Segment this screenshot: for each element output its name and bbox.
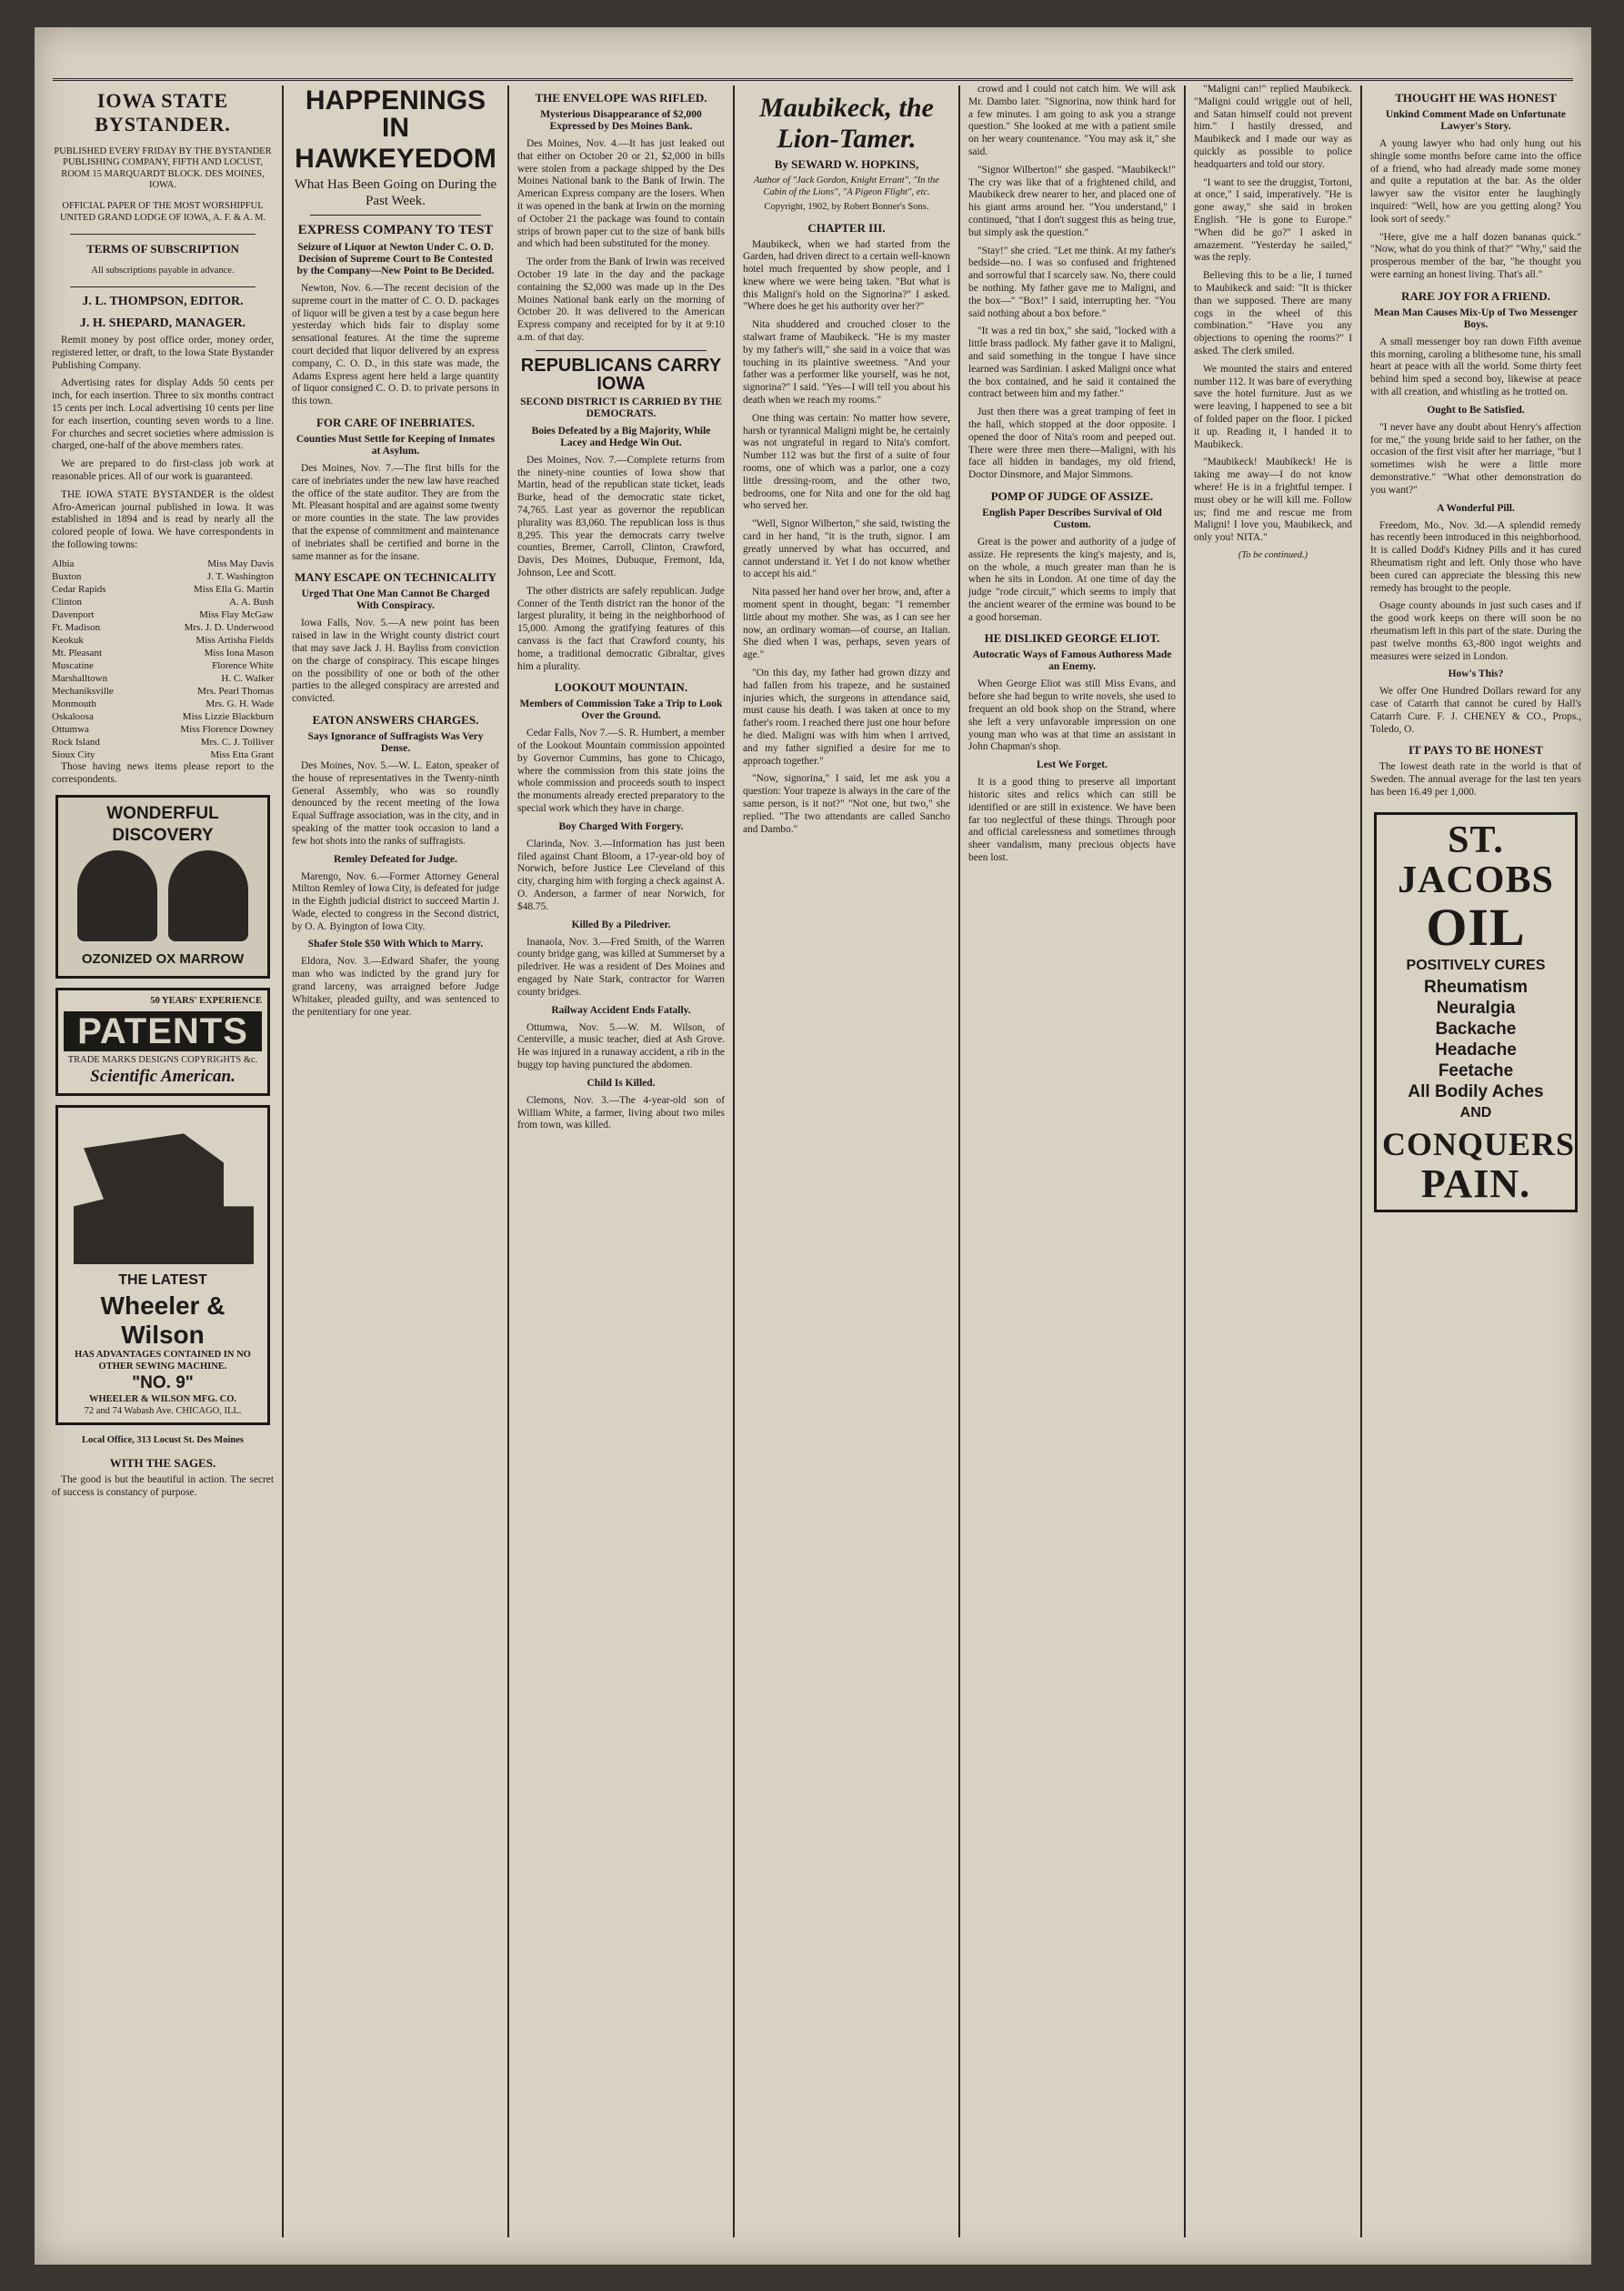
article-text: Iowa Falls, Nov. 5.—A new point has been raised in law in the Wright county district court that may save Jack J. H. Bayliss from conviction on the charge of conspiracy. This escape hinges on the possibility of one or both of the other parties to the alleged conspiracy are arrested and convicted. (292, 618, 499, 705)
hows-this-heading: How's This? (1448, 668, 1504, 680)
article-text: Marengo, Nov. 6.—Former Attorney General Milton Remley of Iowa City, is defeated for judge in the Eighth judicial district to succeed Martin J. Wade, elected to congress in the Second district, by O. A. Byington of Iowa City. (292, 870, 499, 932)
masthead-title: IOWA STATE BYSTANDER. (95, 89, 231, 136)
st-jacobs-and: AND (1459, 1104, 1492, 1120)
wheeler-latest: THE LATEST (118, 1272, 207, 1289)
patents-title: PATENTS (64, 1011, 262, 1051)
correspondent-row (52, 723, 274, 736)
joy-deck: Mean Man Causes Mix-Up of Two Messenger Boys. (1374, 306, 1578, 330)
forgery-heading: Boy Charged With Forgery. (558, 820, 684, 832)
wheeler-company: WHEELER & WILSON MFG. CO. (89, 1394, 236, 1405)
serial-text: "On this day, my father had grown dizzy and had fallen from his trapeze, and he sustained injuries which, the surgeons in attendance said, must cause his death. I was taken at once to my father's room. I reached there just one hour before he died. Maligni was with him when I arrived, and my father signified a desire for me to approach together." (743, 668, 950, 767)
correspondent-row (52, 558, 274, 570)
correspondent-name: Miss Lizzie Blackburn (182, 710, 274, 722)
remit-text: Remit money by post office order, money order, registered letter, or draft, to the Iowa State Bystander Publishing Company. (52, 335, 274, 371)
ailment-item: Rheumatism (1423, 977, 1529, 997)
correspondent-town: Monmouth (52, 698, 96, 709)
article-text: Cedar Falls, Nov 7.—S. R. Humbert, a member of the Lookout Mountain commission appointed by Governor Cummins, has gone to Chicago, where the commission from this state joins the whole commission and proceeds south to inspect the monuments already erected preparatory to the special work which they have in charge. (517, 728, 725, 815)
pays-heading: IT PAYS TO BE HONEST (1408, 743, 1544, 758)
correspondent-row (52, 647, 274, 659)
serial-text: "Stay!" she cried. "Let me think. At my father's bedside—no. I was so confused and frightened and sorrowful that I scarcely saw. No, there could be nothing. My father gave me to Maligni, and the box—" "Box!" I said, interrupting her. "You said nothing about a box before." (968, 245, 1176, 319)
correspondent-town: Sioux City (52, 749, 95, 760)
correspondent-town: Ft. Madison (52, 621, 101, 633)
serial-text: "I want to see the druggist, Tortoni, at once," I said, imperatively. "He is gone away," she said in broken English. "He is gone to Europe." "When did he go?" I asked in amazement. "Yesterday he sailed," was the reply. (1194, 176, 1352, 264)
article-text: Des Moines, Nov. 4.—It has just leaked out that either on October 20 or 21, $2,000 in bills were stolen from a package shipped by the Des Moines National bank to the Bank of Irwin. The American Express company are the losers. When it was opened in the bank at Irwin on the morning of October 21 the package was found to contain strips of brown paper cut to the size of bank bills and which had been substituted for the money. (517, 138, 725, 250)
correspondent-row (52, 736, 274, 749)
ailment-item: Backache (1435, 1019, 1517, 1039)
column-serial-end (1188, 84, 1358, 2230)
headline-hawkeyedom: HAWKEYEDOM (295, 144, 496, 174)
serial-byline-sub: Author of "Jack Gordon, Knight Errant", "In the Cabin of the Lions", "A Pigeon Flight", etc. (754, 176, 939, 197)
article-text: Des Moines, Nov. 7.—Complete returns from the ninety-nine counties of Iowa show that Martin, head of the republican state ticket, leads Burke, head of the democratic state ticket, 74,765. Last year as governor the republican plurality was 83,060. The republican loss is thus 8,295. This year the democrats carry twelve counties, Bremer, Carroll, Clinton, Crawford, Davis, Des Moines, Dubuque, Fremont, Ida, Johnson, Lee and Scott. (517, 454, 725, 578)
article-text: When George Eliot was still Miss Evans, and before she had begun to write novels, she used to frequent an old book shop on the Strand, where she left a very unfavorable impression on one young man who was at that time an assistant in John Chapman's shop. (968, 678, 1176, 753)
correspondent-name: Miss May Davis (207, 558, 274, 569)
correspondent-town: Oskaloosa (52, 710, 94, 722)
lookout-heading: LOOKOUT MOUNTAIN. (554, 680, 688, 695)
st-jacobs-oil: OIL (1426, 897, 1526, 957)
correspondent-row (52, 749, 274, 761)
envelope-heading: THE ENVELOPE WAS RIFLED. (535, 91, 707, 105)
correspondent-name: Miss Ella G. Martin (194, 583, 274, 595)
serial-text: Nita shuddered and crouched closer to the stalwart frame of Maubikeck. "He is my master by my father's will," she said in a voice that was touching in its plaintive sweetness. "And your father was a performer like yourself, was he not, signorina?" I said. "Yes—I will tell you about his death when we reach my rooms." (743, 319, 950, 407)
article-text: "Here, give me a half dozen bananas quick." "Now, what do you think of that?" "Why," said the prosperous member of the bar, "he thought you were earning an honest living. That's all." (1370, 231, 1581, 280)
to-be-continued: (To be continued.) (1238, 549, 1308, 560)
serial-text: Nita passed her hand over her brow, and, after a moment spent in thought, began: "I remember little about my mother. She was, as I can see her now, an ordinary woman—of course, an Italian. She died when I was, perhaps, seven years of age." (743, 587, 950, 661)
headline-happenings: HAPPENINGS IN (305, 85, 486, 143)
editor-line: J. L. THOMPSON, EDITOR. (82, 295, 244, 308)
serial-byline: By SEWARD W. HOPKINS, (774, 157, 919, 171)
serial-text: One thing was certain: No matter how severe, harsh or tyrannical Maligni might be, he certainly was not ungrateful in regard to Nita's comfort. Number 112 was but the first of a suite of four rooms, one of which was a parlor, one a cozy little dressing-room, and the other two, bedrooms, one for Nita and one for the old hag who served her. (743, 412, 950, 512)
article-text: A small messenger boy ran down Fifth avenue this morning, caroling a blithesome tune, his small heart at peace with all the world. Some thirty feet behind him sped a second boy, likewise at peace with all creation, and whistling as he trotted on. (1370, 336, 1581, 397)
correspondent-name: Miss Flay McGaw (199, 608, 274, 620)
correspondent-row (52, 634, 274, 647)
patents-subtitle: TRADE MARKS DESIGNS COPYRIGHTS &c. (67, 1054, 258, 1065)
correspondent-town: Albia (52, 558, 75, 569)
ailment-item: Headache (1435, 1040, 1517, 1060)
pill-heading: A Wonderful Pill. (1437, 502, 1515, 514)
column-misc (1364, 84, 1588, 2230)
correspondent-row (52, 710, 274, 723)
correspondents-closing: Those having news items please report to the correspondents. (52, 760, 274, 785)
about-text: THE IOWA STATE BYSTANDER is the oldest Afro-American journal published in Iowa. It was established in 1894 and is read by nearly all the colored people of Iowa. We have correspondents in the following towns: (52, 488, 274, 550)
correspondent-town: Cedar Rapids (52, 583, 106, 595)
column-news (511, 84, 731, 2230)
sages-heading: WITH THE SAGES. (109, 1455, 216, 1470)
correspondent-town: Keokuk (52, 634, 84, 646)
st-jacobs-conquers: CONQUERS (1382, 1125, 1576, 1162)
patents-years: 50 YEARS' EXPERIENCE (150, 996, 262, 1007)
wheeler-address: 72 and 74 Wabash Ave. CHICAGO, ILL. (84, 1405, 242, 1416)
child-heading: Child Is Killed. (586, 1077, 656, 1089)
wheeler-tagline: HAS ADVANTAGES CONTAINED IN NO OTHER SEWING MACHINE. (75, 1350, 251, 1372)
wheeler-ad (55, 1105, 270, 1425)
republicans-deck-2: Boies Defeated by a Big Majority, While Lacey and Hedge Win Out. (531, 425, 711, 448)
correspondent-row (52, 583, 274, 596)
correspondent-town: Mechaniksville (52, 685, 114, 697)
column-serial-cont (962, 84, 1182, 2230)
serial-text: "Well, Signor Wilberton," she said, twisting the card in her hand, "it is the truth, signor. I am greatly unnerved by what has occurred, and cannot understand it. Yet I do not know whether to accept his aid." (743, 518, 950, 580)
column-rule (507, 85, 509, 2237)
honest-heading: THOUGHT HE WAS HONEST (1395, 91, 1557, 105)
correspondent-town: Rock Island (52, 736, 100, 748)
correspondent-town: Ottumwa (52, 723, 89, 735)
column-rule (1360, 85, 1362, 2237)
article-text: A young lawyer who had only hung out his shingle some months before came into the office of a friend, who had already made some money and quite a reputation at the bar. As the older lawyer saw the visitor enter he laughingly inquired: "Well, how are you getting along? You look sort of seedy." (1370, 138, 1581, 225)
correspondent-name: J. T. Washington (206, 570, 274, 582)
serial-text: "Maubikeck! Maubikeck! He is taking me away—I do not know where! He is in a frightful temper. I must obey or he will kill me. Follow us; find me and rescue me from Maligni! I love you, Maubikeck, and only you! NITA." (1194, 457, 1352, 544)
serial-text: We mounted the stairs and entered number 112. It was bare of everything save the hotel furniture. Just as we were leaving, I happened to see a bit of folded paper on the floor. I picked it up. Reading it, I handed it to Maubikeck. (1194, 363, 1352, 450)
correspondent-name: Florence White (212, 659, 274, 671)
inebriates-deck: Counties Must Settle for Keeping of Inmates at Asylum. (296, 433, 496, 457)
correspondent-town: Mt. Pleasant (52, 647, 102, 658)
eaton-heading: EATON ANSWERS CHARGES. (312, 712, 479, 727)
correspondent-row (52, 608, 274, 621)
correspondent-name: Miss Artisha Fields (195, 634, 274, 646)
republicans-deck: SECOND DISTRICT IS CARRIED BY THE DEMOCRATS. (520, 396, 722, 419)
article-text: "I never have any doubt about Henry's affection for me," the young bride said to her father, on the occasion of the first visit after her marriage, "but I sometimes wish he were a little more demonstrative." "What other demonstration do you want?" (1370, 421, 1581, 496)
forget-heading: Lest We Forget. (1036, 759, 1108, 771)
article-text: It is a good thing to preserve all important historic sites and relics which can still be identified or are still in existence. We have been far too neglectful of these things. Through poor and official carelessness and sometimes through sheer vandalism, many precious objects have been lost. (968, 777, 1176, 864)
correspondent-row (52, 570, 274, 583)
article-text: Des Moines, Nov. 5.—W. L. Eaton, speaker of the house of representatives in the Twenty-ninth General Assembly, who was so roundly denounced by the recent meeting of the Iowa Equal Suffrage association, was in the city, and in speaking of the matter took occasion to land a few hot shots into the ranks of suffragists. (292, 759, 499, 847)
correspondent-name: A. A. Bush (229, 596, 274, 608)
serial-text: "Signor Wilberton!" she gasped. "Maubikeck!" The cry was like that of a frightened child, and Maubikeck drew nearer to her, and placed one of his giant arms around her. "You understand," I continued, "that I don't suggest this as being true, but simply ask the question." (968, 164, 1176, 238)
folio-bar (53, 40, 1573, 81)
correspondent-town: Buxton (52, 570, 82, 582)
article-text: The lowest death rate in the world is that of Sweden. The annual average for the last ten years has been 16.49 per 1,000. (1370, 761, 1581, 799)
column-rule (1184, 85, 1186, 2237)
wheeler-model: "NO. 9" (132, 1373, 194, 1393)
satisfied-heading: Ought to Be Satisfied. (1427, 404, 1525, 416)
portrait-illustration (77, 850, 157, 941)
correspondent-name: Mrs. J. D. Underwood (184, 621, 274, 633)
ailment-item: Feetache (1438, 1060, 1514, 1080)
column-masthead (45, 84, 280, 2230)
article-text: The order from the Bank of Irwin was received October 19 late in the day and the package containing the $2,000 was made up in the Des Moines National bank early on the morning of October 20. It was delivered to the American Express company and receipted for by it at 9:10 a.m. of that day. (517, 256, 725, 343)
correspondent-name: Miss Florence Downey (180, 723, 274, 735)
wheeler-name: Wheeler & Wilson (100, 1291, 226, 1350)
st-jacobs-ad (1374, 812, 1578, 1212)
discovery-ad (55, 795, 270, 979)
sages-text: The good is but the beautiful in action. The secret of success is constancy of purpose. (52, 1473, 274, 1498)
ailment-list (1382, 977, 1569, 1102)
correspondent-name: Miss Etta Grant (210, 749, 274, 760)
assize-deck: English Paper Describes Survival of Old Custom. (982, 507, 1162, 530)
correspondent-name: H. C. Walker (221, 672, 274, 684)
technicality-deck: Urged That One Man Cannot Be Charged With Conspiracy. (301, 588, 490, 612)
manager-line: J. H. SHEPARD, MANAGER. (79, 317, 246, 330)
subscription-note: All subscriptions payable in advance. (91, 266, 235, 276)
serial-text: Just then there was a great tramping of feet in the hall, which stopped at the door opposite. I opened the door of Nita's room and peeped out. There were three men there—Maligni, with his face all hidden in bandages, my old friend, Doctor Dinsmore, and Major Simmons. (968, 407, 1176, 481)
piledriver-heading: Killed By a Piledriver. (571, 919, 671, 930)
article-text: Eldora, Nov. 3.—Edward Shafer, the young man who was indicted by the grand jury for grand larceny, was arraigned before Judge Whitaker, pleaded guilty, and was sentenced to the penitentiary for one year. (292, 956, 499, 1018)
serial-text: "Now, signorina," I said, let me ask you a question: Your trapeze is always in the care of the same person, is it not?" "Not one, but two," she replied. "The two attendants are called Sancho and Dambo." (743, 773, 950, 835)
subscription-heading: TERMS OF SUBSCRIPTION (86, 241, 239, 256)
discovery-subtitle: OZONIZED OX MARROW (81, 951, 245, 968)
article-text: Clarinda, Nov. 3.—Information has just been filed against Chant Bloom, a 17-year-old boy of Norwich, before Justice Lee Cleveland of this city, charging him with forging a check against A. O. Anderson, a farmer of near Norwich, for $48.75. (517, 838, 725, 912)
st-jacobs-pain: PAIN. (1420, 1161, 1531, 1206)
serial-text: "Maligni can!" replied Maubikeck. "Maligni could wriggle out of hell, and Satan himself could not prevent him." I hastily dressed, and Maubikeck and I made our way as quickly as possible to police headquarters and told our story. (1194, 84, 1352, 170)
st-jacobs-title: ST. JACOBS (1398, 819, 1554, 901)
correspondent-row (52, 685, 274, 698)
correspondent-row (52, 621, 274, 634)
serial-title: Maubikeck, the Lion-Tamer. (759, 93, 934, 154)
serial-text: Maubikeck, when we had started from the Garden, had driven direct to a certain well-known hotel much frequented by show people, and I knew where we were being taken. "But what is this Maligni's hold on the Signorina?" I asked. "Where does he get his authority over her?" (743, 238, 950, 313)
express-deck: Seizure of Liquor at Newton Under C. O. D. Decision of Supreme Court to Be Contested by the Company—New Point to Be Decided. (296, 242, 495, 276)
correspondent-name: Mrs. C. J. Tolliver (200, 736, 274, 748)
correspondent-town: Clinton (52, 596, 83, 608)
technicality-heading: MANY ESCAPE ON TECHNICALITY (294, 570, 497, 585)
correspondents-list (52, 558, 274, 761)
serial-copyright: Copyright, 1902, by Robert Bonner's Sons. (764, 202, 929, 212)
column-serial (737, 84, 957, 2230)
inebriates-heading: FOR CARE OF INEBRIATES. (316, 415, 476, 429)
correspondent-row (52, 596, 274, 608)
shafer-heading: Shafer Stole $50 With Which to Marry. (307, 939, 484, 950)
article-text: Freedom, Mo., Nov. 3d.—A splendid remedy has recently been introduced in this neighborhood. It is called Dodd's Kidney Pills and it has cured Rheumatism right and left. Only those who have been cured can appreciate the blessing this new remedy has brought to the people. (1370, 519, 1581, 594)
newspaper-page (35, 27, 1591, 2265)
sewing-machine-illustration (64, 1119, 264, 1264)
article-text: Ottumwa, Nov. 5.—W. M. Wilson, of Centerville, a music teacher, died at Ash Grove. He was injured in a runaway accident, a rib in the buggy top having punctured the abdomen. (517, 1021, 725, 1071)
assize-heading: POMP OF JUDGE OF ASSIZE. (990, 488, 1154, 503)
remley-heading: Remley Defeated for Judge. (334, 853, 457, 865)
column-hawkeyedom (286, 84, 506, 2230)
ailment-item: Neuralgia (1436, 998, 1516, 1018)
serial-text: "It was a red tin box," she said, "locked with a little brass padlock. My father gave it to Maligni, and said something in the tongue I have since learned was Sardinian. I asked Maligni once what the box contained, and he said it contained the contract between him and my father." (968, 326, 1176, 400)
correspondent-name: Mrs. G. H. Wade (206, 698, 274, 709)
column-rule (282, 85, 284, 2237)
article-text: Des Moines, Nov. 7.—The first bills for the care of inebriates under the new law have reached the office of the state auditor. They are from the Mt. Pleasant hospital and are against some twenty or more counties in the state. The law provides that the expense of commitment and maintenance of inebriates shall be certified and borne in the same manner as for the insane. (292, 462, 499, 562)
republicans-heading: REPUBLICANS CARRY IOWA (520, 355, 722, 394)
eliot-heading: HE DISLIKED GEORGE ELIOT. (984, 631, 1160, 646)
column-rule (733, 85, 735, 2237)
correspondent-name: Miss Iona Mason (204, 647, 274, 658)
column-rule (958, 85, 960, 2237)
sciam-title: Scientific American. (90, 1067, 236, 1087)
eliot-deck: Autocratic Ways of Famous Authoress Made an Enemy. (972, 649, 1172, 673)
express-heading: EXPRESS COMPANY TO TEST (297, 223, 494, 237)
masthead-official: OFFICIAL PAPER OF THE MOST WORSHIPFUL UNITED GRAND LODGE OF IOWA, A. F. & A. M. (59, 201, 266, 223)
serial-text: crowd and I could not catch him. We will ask Mr. Dambo later. "Signorina, now think hard for a few minutes. I am going to ask you a strange question." She looked at me with a patient smile on her weary countenance. "You may ask it," she said. (968, 84, 1176, 157)
patents-ad (55, 988, 270, 1096)
lookout-deck: Members of Commission Take a Trip to Look Over the Ground. (519, 698, 723, 722)
jobwork-text: We are prepared to do first-class job work at reasonable prices. All of our work is guaranteed. (52, 458, 274, 482)
article-text: Inanaola, Nov. 3.—Fred Smith, of the Warren county bridge gang, was killed at Summerset by a piledriver. He was a resident of Des Moines and engaged by Nate Stark, contractor for Warren county bridges. (517, 936, 725, 998)
correspondent-name: Mrs. Pearl Thomas (197, 685, 274, 697)
serial-text: Believing this to be a lie, I turned to Maubikeck and said: "It is thicker than we supposed. There are many cogs in the wheel of this combination." "Have you any objections to opening the rooms?" I asked. The clerk smiled. (1194, 270, 1352, 357)
article-text: Great is the power and authority of a judge of assize. He represents the king's majesty, and is, on the whole, a much greater man than he is when he sits in London. At one time of day the judge "rode circuit," which seems to imply that the ancient wearer of the ermine was bound to be a good horseman. (968, 536, 1176, 623)
article-text: Newton, Nov. 6.—The recent decision of the supreme court in the matter of C. O. D. packages of liquor will be given a test by a case begun here yesterday which bids fair to display some sensational features. At the time the supreme court decided that liquor delivered by an express company, C. O. D., in this state was made, the Adams Express agent here held a large quantity of liquor consigned C. O. D. to private persons in this town. (292, 283, 499, 407)
article-text: Osage county abounds in just such cases and if the good work keeps on there will soon be no rheumatism left in this part of the state. During the past twelve months 63,-800 ingot weights and measures were seized in London. (1370, 600, 1581, 662)
correspondent-town: Marshalltown (52, 672, 108, 684)
railway-heading: Railway Accident Ends Fatally. (551, 1004, 691, 1016)
honest-deck: Unkind Comment Made on Unfortunate Lawyer's Story. (1385, 109, 1567, 132)
article-text: Clemons, Nov. 3.—The 4-year-old son of William White, a farmer, living about two miles from town, was killed. (517, 1094, 725, 1131)
advertising-rates: Advertising rates for display Adds 50 cents per inch, for each insertion. Three to six months contract 15 cents per inch. Local advertising 10 cents per line for each insertion, counting seven words to a line. For churches and secret societies where admission is charged, one-half of the above members rates. (52, 377, 274, 452)
correspondent-row (52, 698, 274, 710)
article-text: We offer One Hundred Dollars reward for any case of Catarrh that cannot be cured by Hall's Catarrh Cure. F. J. CHENEY & CO., Props., Toledo, O. (1370, 686, 1581, 735)
correspondent-town: Muscatine (52, 659, 94, 671)
correspondent-town: Davenport (52, 608, 95, 620)
article-text: The other districts are safely republican. Judge Conner of the Tenth district ran the honor of the largest plurality, it being in the neighborhood of 15,000. Among the gratifying features of this canvass is the fact that Crawford county, his home, a traditional democratic Gibraltar, gives him a plurality. (517, 585, 725, 672)
masthead-intro: PUBLISHED EVERY FRIDAY BY THE BYSTANDER PUBLISHING COMPANY, FIFTH AND LOCUST, ROOM 15 MARQUARDT BLOCK. DES MOINES, IOWA. (54, 146, 272, 190)
portrait-illustration (168, 850, 248, 941)
wheeler-local-office: Local Office, 313 Locust St. Des Moines (82, 1434, 244, 1445)
discovery-title: WONDERFUL DISCOVERY (106, 804, 219, 846)
eaton-deck: Says Ignorance of Suffragists Was Very Dense. (307, 730, 484, 754)
envelope-deck: Mysterious Disappearance of $2,000 Expressed by Des Moines Bank. (540, 109, 702, 132)
chapter-heading: CHAPTER III. (807, 220, 886, 235)
ailment-item: All Bodily Aches (1408, 1081, 1544, 1101)
hawkeyedom-deck: What Has Been Going on During the Past Week. (294, 177, 497, 208)
correspondent-row (52, 659, 274, 672)
joy-heading: RARE JOY FOR A FRIEND. (1401, 288, 1550, 303)
correspondent-row (52, 672, 274, 685)
st-jacobs-cures: POSITIVELY CURES (1406, 957, 1546, 973)
